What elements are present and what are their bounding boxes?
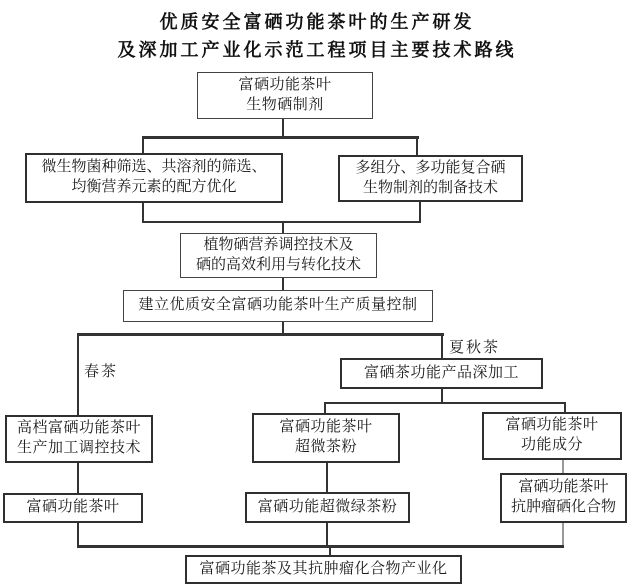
connector-line [282,322,284,333]
node-text: 多组分、多功能复合硒 [355,159,506,176]
connector-line [441,389,443,402]
node-text: 建立优质安全富硒功能茶叶生产质量控制 [138,297,418,314]
node-antitumor-se-compound [500,473,627,523]
connector-line [329,547,331,555]
node-text: 生产加工调控技术 [16,440,141,456]
node-quality-control [123,290,433,322]
connector-line [282,278,284,290]
connector-line [142,136,144,153]
node-text: 硒的高效利用与转化技术 [195,256,361,273]
connector-line [562,460,564,473]
node-text: 富硒功能茶叶 [505,417,599,434]
node-text: 超微茶粉 [294,439,357,455]
node-ultrafine-powder-tech [252,413,400,463]
connector-line [324,402,326,413]
connector-line [142,136,419,139]
branch-label-summer-autumn-tea: 夏秋茶 [449,340,501,356]
node-multi-component [338,155,523,202]
node-functional-components [482,412,622,460]
node-text: 富硒功能超微绿茶粉 [257,498,398,515]
connector-line [77,545,564,548]
node-text: 均衡营养元素的配方优化 [71,179,237,195]
node-text: 富硒功能茶叶 [279,419,373,436]
connector-line [419,202,421,223]
node-text: 高档富硒功能茶叶 [16,420,141,437]
connector-line [77,333,79,415]
node-text: 生物硒制剂 [246,96,324,113]
connector-line [562,523,564,547]
node-deep-processing [340,358,543,389]
node-plant-se-nutrition [180,233,377,278]
diagram-title-line2: 及深加工产业化示范工程项目主要技术路线 [117,40,517,60]
node-industrialization [185,555,462,584]
node-text: 富硒功能茶叶 [26,499,120,516]
node-text: 微生物菌种筛选、共溶剂的筛选、 [41,159,267,176]
node-text: 富硒茶功能产品深加工 [363,364,519,381]
connector-line [77,523,79,547]
node-text: 功能成分 [520,437,583,453]
connector-line [326,463,328,492]
connector-line [416,136,418,155]
connector-line [282,119,284,136]
node-functional-tea [3,493,143,523]
connector-line [324,402,566,404]
node-ultrafine-green-powder [245,492,410,523]
node-text: 植物硒营养调控技术及 [203,236,354,253]
connector-line [441,333,443,358]
node-text: 富硒功能茶叶 [518,479,609,496]
node-text: 富硒功能茶叶 [238,76,332,93]
diagram-title-line1: 优质安全富硒功能茶叶的生产研发 [159,12,475,32]
connector-line [77,463,79,493]
connector-line [142,203,144,223]
branch-label-spring-tea: 春茶 [84,364,119,380]
node-strain-screening [25,153,283,203]
node-text: 抗肿瘤硒化合物 [510,499,616,515]
connector-line [77,333,444,336]
node-bio-se-preparation [197,72,373,119]
connector-line [326,523,328,547]
node-text: 富硒功能茶及其抗肿瘤化合物产业化 [199,560,448,577]
node-text: 生物制剂的制备技术 [362,179,498,196]
connector-line [282,223,284,233]
node-premium-tea-processing [5,415,153,463]
connector-line [564,402,566,412]
